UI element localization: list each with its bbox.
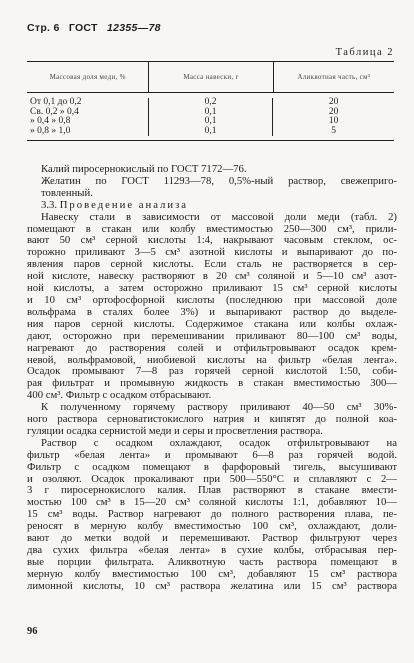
table-body	[27, 93, 394, 140]
text-line: Раствор с осадком охлаждают, осадок отфильтровывают на	[41, 436, 397, 449]
data-table	[27, 61, 394, 141]
table-title: Таблица 2	[335, 47, 394, 58]
table-cell: 0,1	[204, 125, 217, 136]
section-number: 3.3.	[41, 198, 58, 211]
text-line: явления паров серной кислоты. Если сталь не растворяется в сер-	[27, 258, 397, 271]
text-line: 3 г пиросернокислого калия. Плав растворяют в стакане вмести-	[27, 484, 397, 497]
table-cell: 5	[331, 125, 337, 136]
text-line: два сухих фильтра «белая лента» в сухие колбы, отбрасывая пер-	[27, 544, 397, 556]
text-line: ной кислоты, а затем осторожно приливают 15 см³ серной кислоты	[27, 282, 397, 295]
column-copper	[27, 98, 149, 136]
paragraph-gelatin	[27, 176, 397, 200]
table-cell: Св. 0,2 » 0,4	[30, 106, 79, 117]
section-heading	[27, 200, 397, 212]
paragraph-filtration	[27, 438, 397, 593]
section-title: Проведение анализа	[59, 198, 189, 211]
table-cell: 10	[328, 116, 339, 126]
text-line: дают, осторожно при перемешивании приливают 80—100 см³ воды,	[27, 329, 397, 342]
standard-number: 12355—78	[106, 22, 161, 34]
text-line: Желатин по ГОСТ 11293—78, 0,5%-ный раствор, свежеприго-	[41, 174, 397, 187]
body-text	[27, 164, 397, 593]
text-line: рая фильтрат и промывную жидкость в стакан вместимостью 300—	[27, 377, 397, 390]
text-line: К полученному горячему раствору приливают 40—50 см³ 30%-	[41, 401, 397, 414]
text-line: товленный.	[41, 186, 93, 199]
text-line: вают до метки водой и перемешивают. Раствор фильтруют через	[27, 532, 397, 545]
text-line: вольфрама в сталях более 3%) и выпаривают раствор до выделе-	[27, 305, 397, 318]
text-line: невой, вольфрамовой, ниобиевой кислоты на фильтр «белая лента».	[27, 353, 397, 366]
text-line: мерную колбу вместимостью 100 см³, добавляют 15 см³ раствора	[27, 567, 397, 580]
column-mass	[149, 98, 274, 136]
text-line: нагревают до растворения солей и отфильтровывают осадок крем-	[27, 341, 397, 354]
text-line: 400 см³. Фильтр с осадком отбрасывают.	[27, 389, 212, 402]
column-header-aliquot: Аликвотная часть, см³	[297, 73, 371, 81]
text-line: ной кислоте, навеску растворяют в 20 см³ соляной и 5—10 см³ азот-	[27, 270, 397, 283]
table-cell: 20	[328, 97, 339, 107]
page-header	[27, 22, 167, 34]
column-header-mass: Масса навески, г	[149, 62, 273, 92]
text-line: Осадок промывают 7—8 раз горячей серной кислотой 1:50, соби-	[27, 365, 397, 378]
table-cell: 20	[328, 106, 339, 117]
column-aliquot	[273, 98, 394, 136]
text-line: торожно приливают 3—5 см³ азотной кислоты и выпаривают до по-	[27, 246, 397, 259]
table-cell: » 0,4 » 0,8	[30, 116, 71, 126]
table-cell: 0,1	[204, 116, 217, 126]
paragraph-potassium: Калий пиросернокислый по ГОСТ 7172—76.	[41, 163, 247, 175]
text-line: гуляции осадка сернистой меди и серы и просветления раствора.	[27, 424, 323, 437]
paragraph-procedure	[27, 212, 397, 403]
paragraph-thiosulfate	[27, 402, 397, 438]
table-cell: 0,2	[204, 97, 217, 107]
table-cell: 0,1	[204, 106, 217, 117]
text-line: ния паров серной кислоты. Содержимое стакана или колбы охлаж-	[27, 317, 397, 330]
page-label: Стр. 6	[27, 22, 60, 34]
text-line: 15 см³ воды. Раствор нагревают до полного растворения плава, пе-	[27, 508, 397, 521]
text-line: Навеску стали в зависимости от массовой доли меди (табл. 2)	[41, 210, 397, 223]
text-line: мостью 100 см³ в 15—20 см³ соляной кислоты 1:1, добавляют 10—	[27, 496, 397, 509]
standard-label: ГОСТ	[68, 22, 98, 34]
text-line: помещают в стакан или колбу вместимостью 250—300 см³, прили-	[27, 222, 397, 235]
text-line: Фильтр с осадком помещают в фарфоровый тигель, высушивают	[27, 460, 397, 473]
text-line: фильтр «белая лента» и промывают 6—8 раз горячей водой.	[27, 448, 397, 461]
table-header	[27, 62, 394, 93]
table-cell: » 0,8 » 1,0	[30, 125, 71, 136]
table-cell: От 0,1 до 0,2	[30, 97, 82, 107]
text-line: ного раствора серноватистокислого натрия и кипятят до полной коа-	[27, 413, 397, 426]
page-number: 96	[27, 626, 38, 637]
text-line: лимонной кислоты, 10 см³ раствора желатина или 15 см³ раствора	[27, 579, 397, 592]
text-line: и озоляют. Осадок прокаливают при 500—550°С и сплавляют с 2—	[27, 472, 397, 485]
text-line: вые порции фильтрата. Аликвотную часть раствора помещают в	[27, 555, 397, 568]
text-line: вают 50 см³ серной кислоты 1:4, накрывают часовым стеклом, ос-	[27, 234, 397, 247]
column-header-copper: Массовая доля меди, %	[27, 62, 149, 92]
text-line: и 10 см³ ортофосфорной кислоты (последнюю при массовой доле	[27, 293, 397, 306]
text-line: реносят в мерную колбу вместимостью 100 см³, охлаждают, доли-	[27, 520, 397, 533]
